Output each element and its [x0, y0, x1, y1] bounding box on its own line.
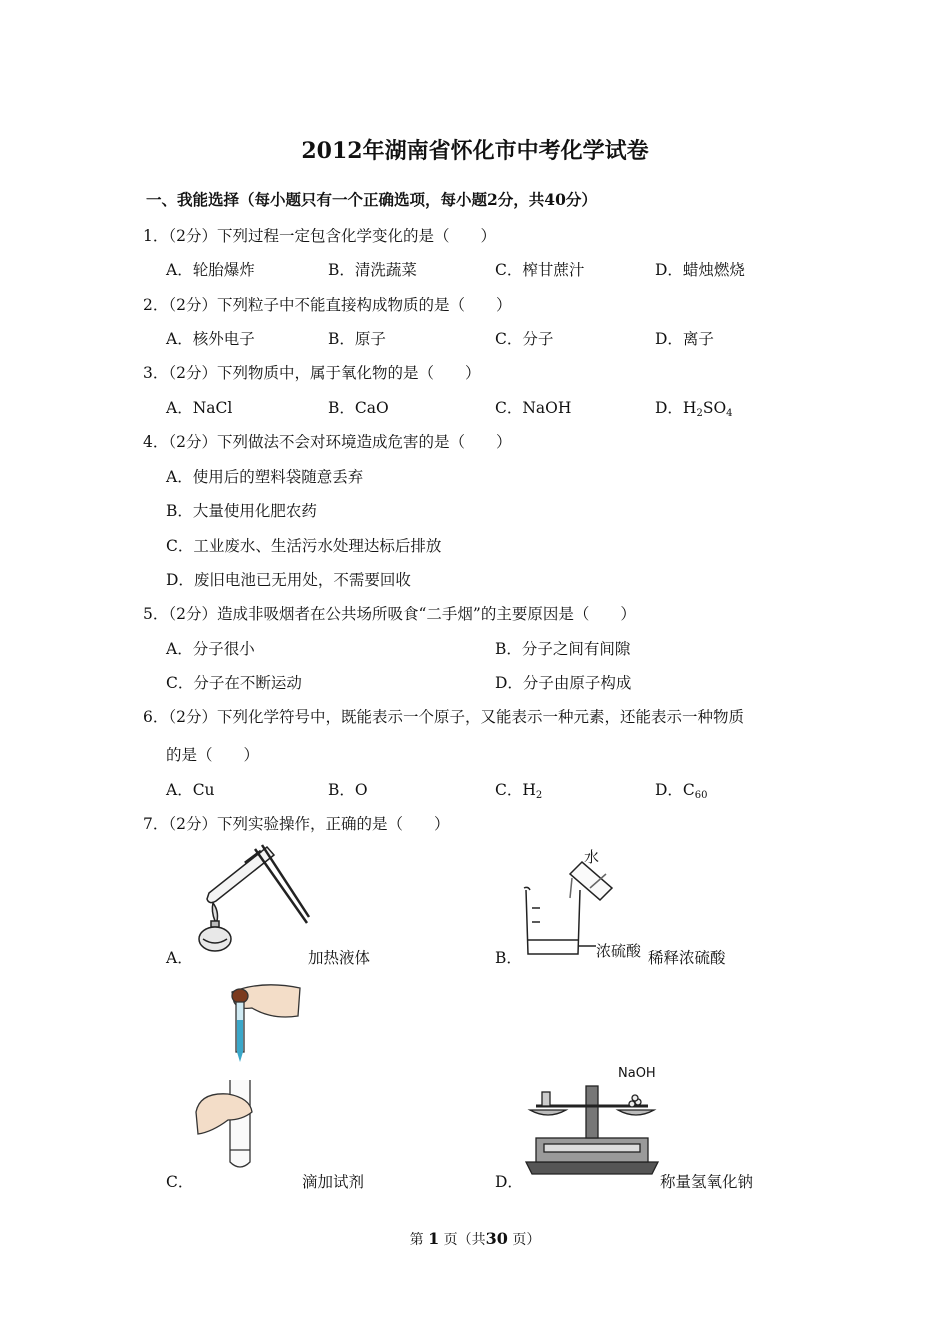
- question-3-stem: 3．（2分）下列物质中，属于氧化物的是（ ）: [143, 364, 481, 382]
- total-pages: 30: [485, 1229, 508, 1248]
- q7-option-d-caption: 称量氢氧化钠: [660, 1173, 754, 1191]
- q4-option-c: C．工业废水、生活污水处理达标后排放: [166, 537, 442, 555]
- q1-option-d: D．蜡烛燃烧: [655, 261, 745, 279]
- q4-option-d: D．废旧电池已无用处，不需要回收: [166, 571, 411, 589]
- dropper-figure: [192, 980, 304, 1175]
- q6-option-b: B．O: [328, 781, 368, 799]
- q3-option-d: D．$H_2SO_4$: [655, 399, 733, 419]
- page-footer: 第 1 页（共30 页）: [409, 1229, 541, 1248]
- q6-option-a: A．Cu: [166, 781, 215, 799]
- q6-option-d: D．$C_{60}$: [655, 781, 708, 801]
- question-6-stem: 6．（2分）下列化学符号中，既能表示一个原子，又能表示一种元素，还能表示一种物质: [143, 708, 744, 726]
- naoh-label: NaOH: [618, 1066, 656, 1081]
- question-5-stem: 5．（2分）造成非吸烟者在公共场所吸食“二手烟”的主要原因是（ ）: [143, 605, 636, 623]
- q6-option-c: C．$H_2$: [495, 781, 543, 801]
- heating-liquid-figure: [195, 843, 310, 953]
- page-title: 2012年湖南省怀化市中考化学试卷: [301, 138, 649, 164]
- q2-option-a: A．核外电子: [166, 330, 255, 348]
- balance-figure: [522, 1080, 662, 1178]
- question-1-stem: 1．（2分）下列过程一定包含化学变化的是（ ）: [143, 227, 496, 245]
- q4-option-a: A．使用后的塑料袋随意丢弃: [166, 468, 364, 486]
- q7-option-b-letter: B．: [495, 949, 522, 967]
- q3-option-c: C．NaOH: [495, 399, 572, 417]
- q7-option-a-caption: 加热液体: [308, 949, 371, 967]
- section-heading: 一、我能选择（每小题只有一个正确选项，每小题2分，共40分）: [146, 190, 597, 209]
- q5-option-a: A．分子很小: [166, 640, 255, 658]
- q1-option-c: C．榨甘蔗汁: [495, 261, 585, 279]
- q2-option-c: C．分子: [495, 330, 554, 348]
- q2-option-d: D．离子: [655, 330, 714, 348]
- question-2-stem: 2．（2分）下列粒子中不能直接构成物质的是（ ）: [143, 296, 512, 314]
- q7-option-a-letter: A．: [166, 949, 193, 967]
- q1-option-b: B．清洗蔬菜: [328, 261, 417, 279]
- q7-option-d-letter: D．: [495, 1173, 523, 1191]
- q3-option-b: B．CaO: [328, 399, 389, 417]
- concentrated-acid-label: 浓硫酸: [596, 942, 642, 960]
- q7-option-b-caption: 稀释浓硫酸: [648, 949, 726, 967]
- q5-option-b: B．分子之间有间隙: [495, 640, 631, 658]
- water-label: 水: [584, 848, 600, 866]
- q5-option-c: C．分子在不断运动: [166, 674, 302, 692]
- q3-option-a: A．NaCl: [166, 399, 233, 417]
- question-4-stem: 4．（2分）下列做法不会对环境造成危害的是（ ）: [143, 433, 512, 451]
- current-page-number: 1: [428, 1229, 440, 1248]
- q5-option-d: D．分子由原子构成: [495, 674, 632, 692]
- q4-option-b: B．大量使用化肥农药: [166, 502, 317, 520]
- q1-option-a: A．轮胎爆炸: [166, 261, 255, 279]
- question-6-stem-continued: 的是（ ）: [166, 746, 260, 764]
- q7-option-c-letter: C．: [166, 1173, 194, 1191]
- q7-option-c-caption: 滴加试剂: [302, 1173, 365, 1191]
- q2-option-b: B．原子: [328, 330, 386, 348]
- question-7-stem: 7．（2分）下列实验操作，正确的是（ ）: [143, 815, 450, 833]
